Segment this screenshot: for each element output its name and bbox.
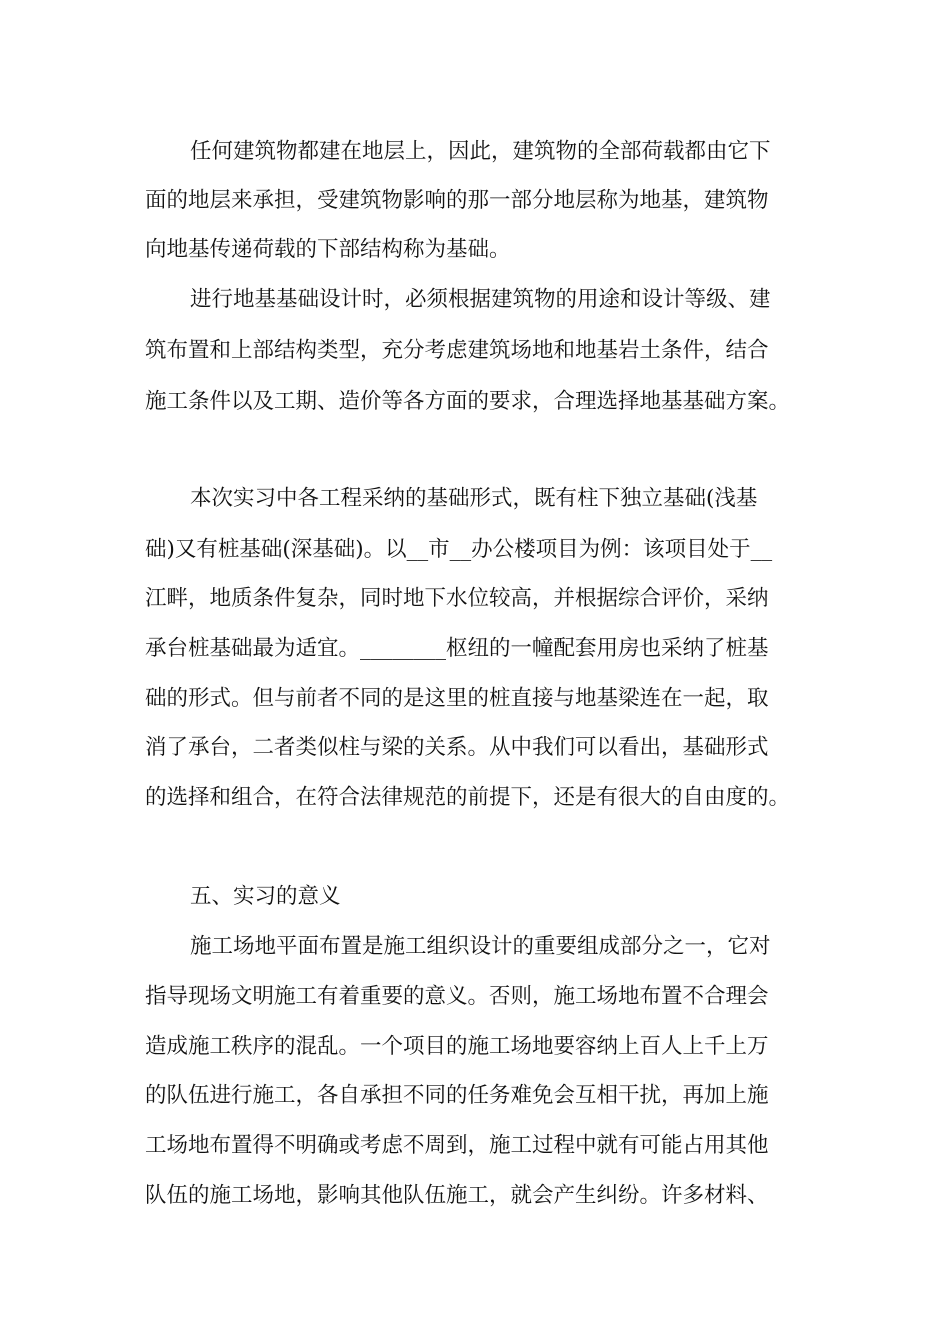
paragraph-2-line-3: 施工条件以及工期、造价等各方面的要求，合理选择地基基础方案。 <box>145 389 791 414</box>
paragraph-3-line-7: 的选择和组合，在符合法律规范的前提下，还是有很大的自由度的。 <box>145 785 791 810</box>
paragraph-4-line-4: 的队伍进行施工，各自承担不同的任务难免会互相干扰，再加上施 <box>145 1083 769 1108</box>
paragraph-4-line-1: 施工场地平面布置是施工组织设计的重要组成部分之一，它对 <box>190 934 771 959</box>
paragraph-4-line-3: 造成施工秩序的混乱。一个项目的施工场地要容纳上百人上千上万 <box>145 1034 769 1059</box>
section-heading: 五、实习的意义 <box>190 884 341 909</box>
paragraph-1-line-2: 面的地层来承担，受建筑物影响的那一部分地层称为地基，建筑物 <box>145 188 769 213</box>
paragraph-3-line-1: 本次实习中各工程采纳的基础形式，既有柱下独立基础(浅基 <box>190 486 758 511</box>
paragraph-3-line-2: 础)又有桩基础(深基础)。以__市__办公楼项目为例：该项目处于__ <box>145 537 773 562</box>
paragraph-3-line-6: 消了承台，二者类似柱与梁的关系。从中我们可以看出，基础形式 <box>145 735 769 760</box>
paragraph-3-line-3: 江畔，地质条件复杂，同时地下水位较高，并根据综合评价，采纳 <box>145 586 769 611</box>
paragraph-2-line-1: 进行地基基础设计时，必须根据建筑物的用途和设计等级、建 <box>190 287 771 312</box>
paragraph-1-line-1: 任何建筑物都建在地层上，因此，建筑物的全部荷载都由它下 <box>190 139 771 164</box>
paragraph-3-line-4: 承台桩基础最为适宜。________枢纽的一幢配套用房也采纳了桩基 <box>145 636 769 661</box>
paragraph-2-line-2: 筑布置和上部结构类型，充分考虑建筑场地和地基岩土条件，结合 <box>145 338 769 363</box>
paragraph-4-line-6: 队伍的施工场地，影响其他队伍施工，就会产生纠纷。许多材料、 <box>145 1183 769 1208</box>
paragraph-4-line-2: 指导现场文明施工有着重要的意义。否则，施工场地布置不合理会 <box>145 984 769 1009</box>
paragraph-3-line-5: 础的形式。但与前者不同的是这里的桩直接与地基梁连在一起，取 <box>145 686 769 711</box>
paragraph-4-line-5: 工场地布置得不明确或考虑不周到，施工过程中就有可能占用其他 <box>145 1133 769 1158</box>
paragraph-1-line-3: 向地基传递荷载的下部结构称为基础。 <box>145 237 511 262</box>
